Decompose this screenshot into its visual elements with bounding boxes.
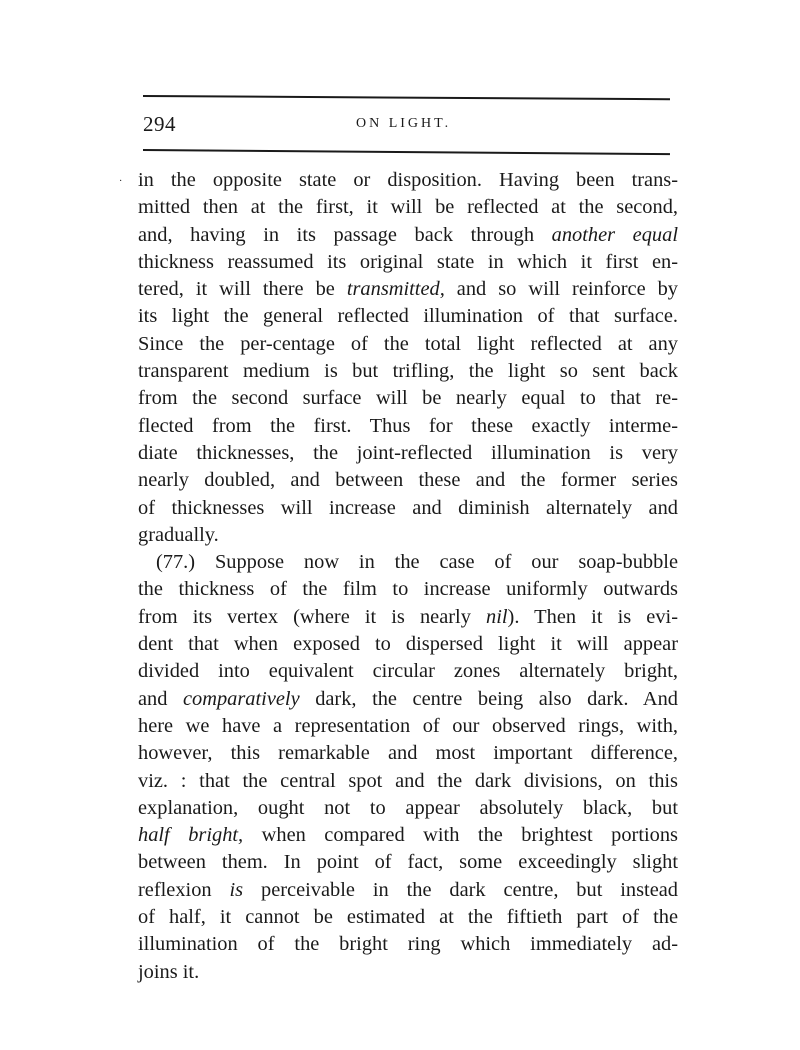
text-segment: tered, it will there be — [138, 278, 347, 301]
text-line — [138, 358, 678, 385]
emphasis: is — [229, 878, 244, 901]
text-segment: of half, it cannot be estimated at the fiftieth part of the — [138, 906, 678, 929]
text-segment: and, having in its passage back through — [138, 223, 552, 246]
text-segment: thickness reassumed its original state in which it first en- — [138, 250, 678, 273]
stray-mark: · — [119, 176, 123, 187]
text-line — [138, 576, 678, 603]
text-segment: from the second surface will be nearly equal to that re- — [138, 387, 678, 410]
text-line — [138, 331, 678, 358]
text-line — [138, 931, 678, 958]
text-line — [138, 549, 678, 576]
text-segment: when compared with the brightest portions — [243, 824, 678, 847]
text-line — [138, 303, 678, 330]
text-line — [138, 467, 678, 494]
text-line — [138, 522, 678, 549]
text-line — [138, 276, 678, 303]
text-segment: diate thicknesses, the joint-reflected illumination is very — [138, 441, 678, 464]
text-segment: the thickness of the film to increase uniformly outwards — [138, 578, 678, 601]
text-line — [138, 249, 678, 276]
text-line — [138, 222, 678, 249]
text-line — [138, 904, 678, 931]
text-segment: dark, the centre being also dark. And — [299, 687, 678, 710]
text-line — [138, 713, 678, 740]
text-line — [138, 385, 678, 412]
text-segment: however, this remarkable and most important difference, — [138, 742, 678, 765]
text-segment: and — [138, 687, 183, 710]
text-line — [138, 413, 678, 440]
text-segment: viz. : that the central spot and the dark divisions, on this — [138, 769, 678, 792]
text-segment: from its vertex (where it is nearly — [138, 605, 487, 628]
emphasis: half bright, — [138, 824, 244, 847]
text-segment: of thicknesses will increase and diminish alternately and — [138, 496, 678, 519]
text-segment: nearly doubled, and between these and the former series — [138, 469, 678, 492]
text-segment: explanation, ought not to appear absolutely black, but — [138, 796, 678, 819]
text-line — [138, 194, 678, 221]
emphasis: transmitted, — [346, 278, 445, 301]
text-segment: divided into equivalent circular zones alternately bright, — [138, 660, 678, 683]
text-segment: in the opposite state or disposition. Having been trans- — [138, 169, 678, 191]
text-segment: joins it. — [138, 960, 200, 983]
text-line — [138, 822, 678, 849]
text-segment: mitted then at the first, it will be reflected at the second, — [138, 196, 678, 219]
text-segment: Since the per-centage of the total light reflected at any — [138, 332, 678, 355]
text-line — [138, 877, 678, 904]
text-line — [138, 167, 678, 194]
emphasis: nil — [486, 605, 508, 628]
text-segment: between them. In point of fact, some exceedingly slight — [138, 851, 678, 874]
text-line — [138, 959, 678, 986]
text-segment: ). Then it is evi- — [507, 605, 678, 628]
text-segment: transparent medium is but trifling, the light so sent back — [138, 360, 678, 383]
text-line — [138, 740, 678, 767]
body-text — [138, 167, 678, 986]
text-line — [138, 440, 678, 467]
text-segment: flected from the first. Thus for these exactly interme- — [138, 414, 678, 437]
page-number: 294 — [143, 112, 176, 136]
text-line — [138, 658, 678, 685]
header-rule-top — [143, 95, 670, 100]
header-rule-bottom — [143, 149, 670, 155]
emphasis: comparatively — [183, 687, 300, 710]
text-segment: reflexion — [138, 878, 230, 901]
text-segment: here we have a representation of our observed rings, with, — [138, 714, 678, 737]
text-segment: its light the general reflected illumination of that surface. — [138, 305, 678, 328]
emphasis: another equal — [551, 223, 678, 246]
text-line — [138, 631, 678, 658]
text-segment: dent that when exposed to dispersed light it will appear — [138, 633, 678, 656]
text-segment: (77.) Suppose now in the case of our soap-bubble — [156, 551, 678, 574]
text-line — [138, 686, 678, 713]
text-line — [138, 795, 678, 822]
text-line — [138, 849, 678, 876]
text-segment: and so will reinforce by — [444, 278, 679, 301]
text-line — [138, 604, 678, 631]
text-segment: gradually. — [138, 523, 219, 546]
text-line — [138, 495, 678, 522]
text-segment: illumination of the bright ring which immediately ad- — [138, 933, 678, 956]
running-head: ON LIGHT. — [356, 116, 452, 131]
text-segment: perceivable in the dark centre, but instead — [243, 878, 679, 901]
text-line — [138, 768, 678, 795]
